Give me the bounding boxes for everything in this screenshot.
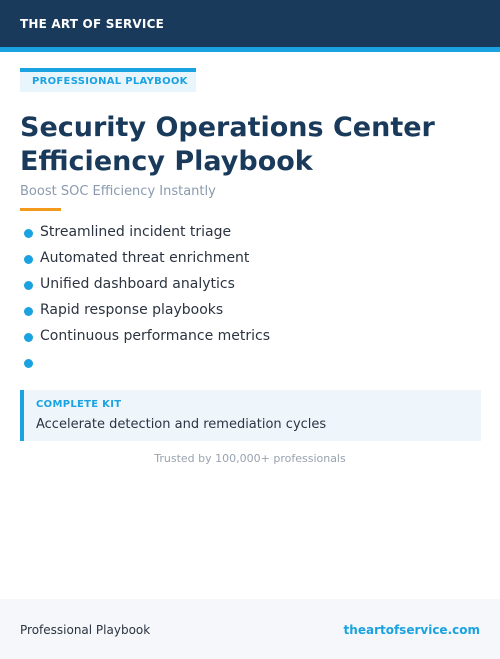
callout-label: COMPLETE KIT (36, 399, 122, 410)
footer-label: Professional Playbook (20, 623, 151, 637)
page-title-line-1: Security Operations Center (20, 112, 435, 143)
website-link[interactable]: theartofservice.com (343, 623, 480, 637)
category-tag (20, 68, 196, 92)
feature-text: Streamlined incident triage (40, 224, 232, 240)
page-title-line-2: Efficiency Playbook (20, 146, 313, 177)
trust-line: Trusted by 100,000+ professionals (154, 452, 346, 465)
footer (0, 599, 500, 659)
header-accent-stripe (0, 47, 500, 52)
callout-box (20, 390, 481, 441)
bullet-icon (24, 359, 33, 368)
callout-text: Accelerate detection and remediation cycles (36, 417, 327, 432)
bullet-icon (24, 307, 33, 316)
brand-name: THE ART OF SERVICE (20, 17, 164, 31)
title-underline (20, 208, 61, 211)
subtitle: Boost SOC Efficiency Instantly (20, 184, 216, 199)
bullet-icon (24, 255, 33, 264)
page-title (20, 111, 480, 179)
bullet-icon (24, 229, 33, 238)
feature-text: Continuous performance metrics (40, 328, 271, 344)
bullet-icon (24, 281, 33, 290)
header-bar (0, 0, 500, 47)
feature-text: Automated threat enrichment (40, 250, 250, 266)
category-tag-label: PROFESSIONAL PLAYBOOK (32, 76, 188, 87)
feature-text: Unified dashboard analytics (40, 276, 235, 292)
bullet-icon (24, 333, 33, 342)
feature-text: Rapid response playbooks (40, 302, 224, 318)
